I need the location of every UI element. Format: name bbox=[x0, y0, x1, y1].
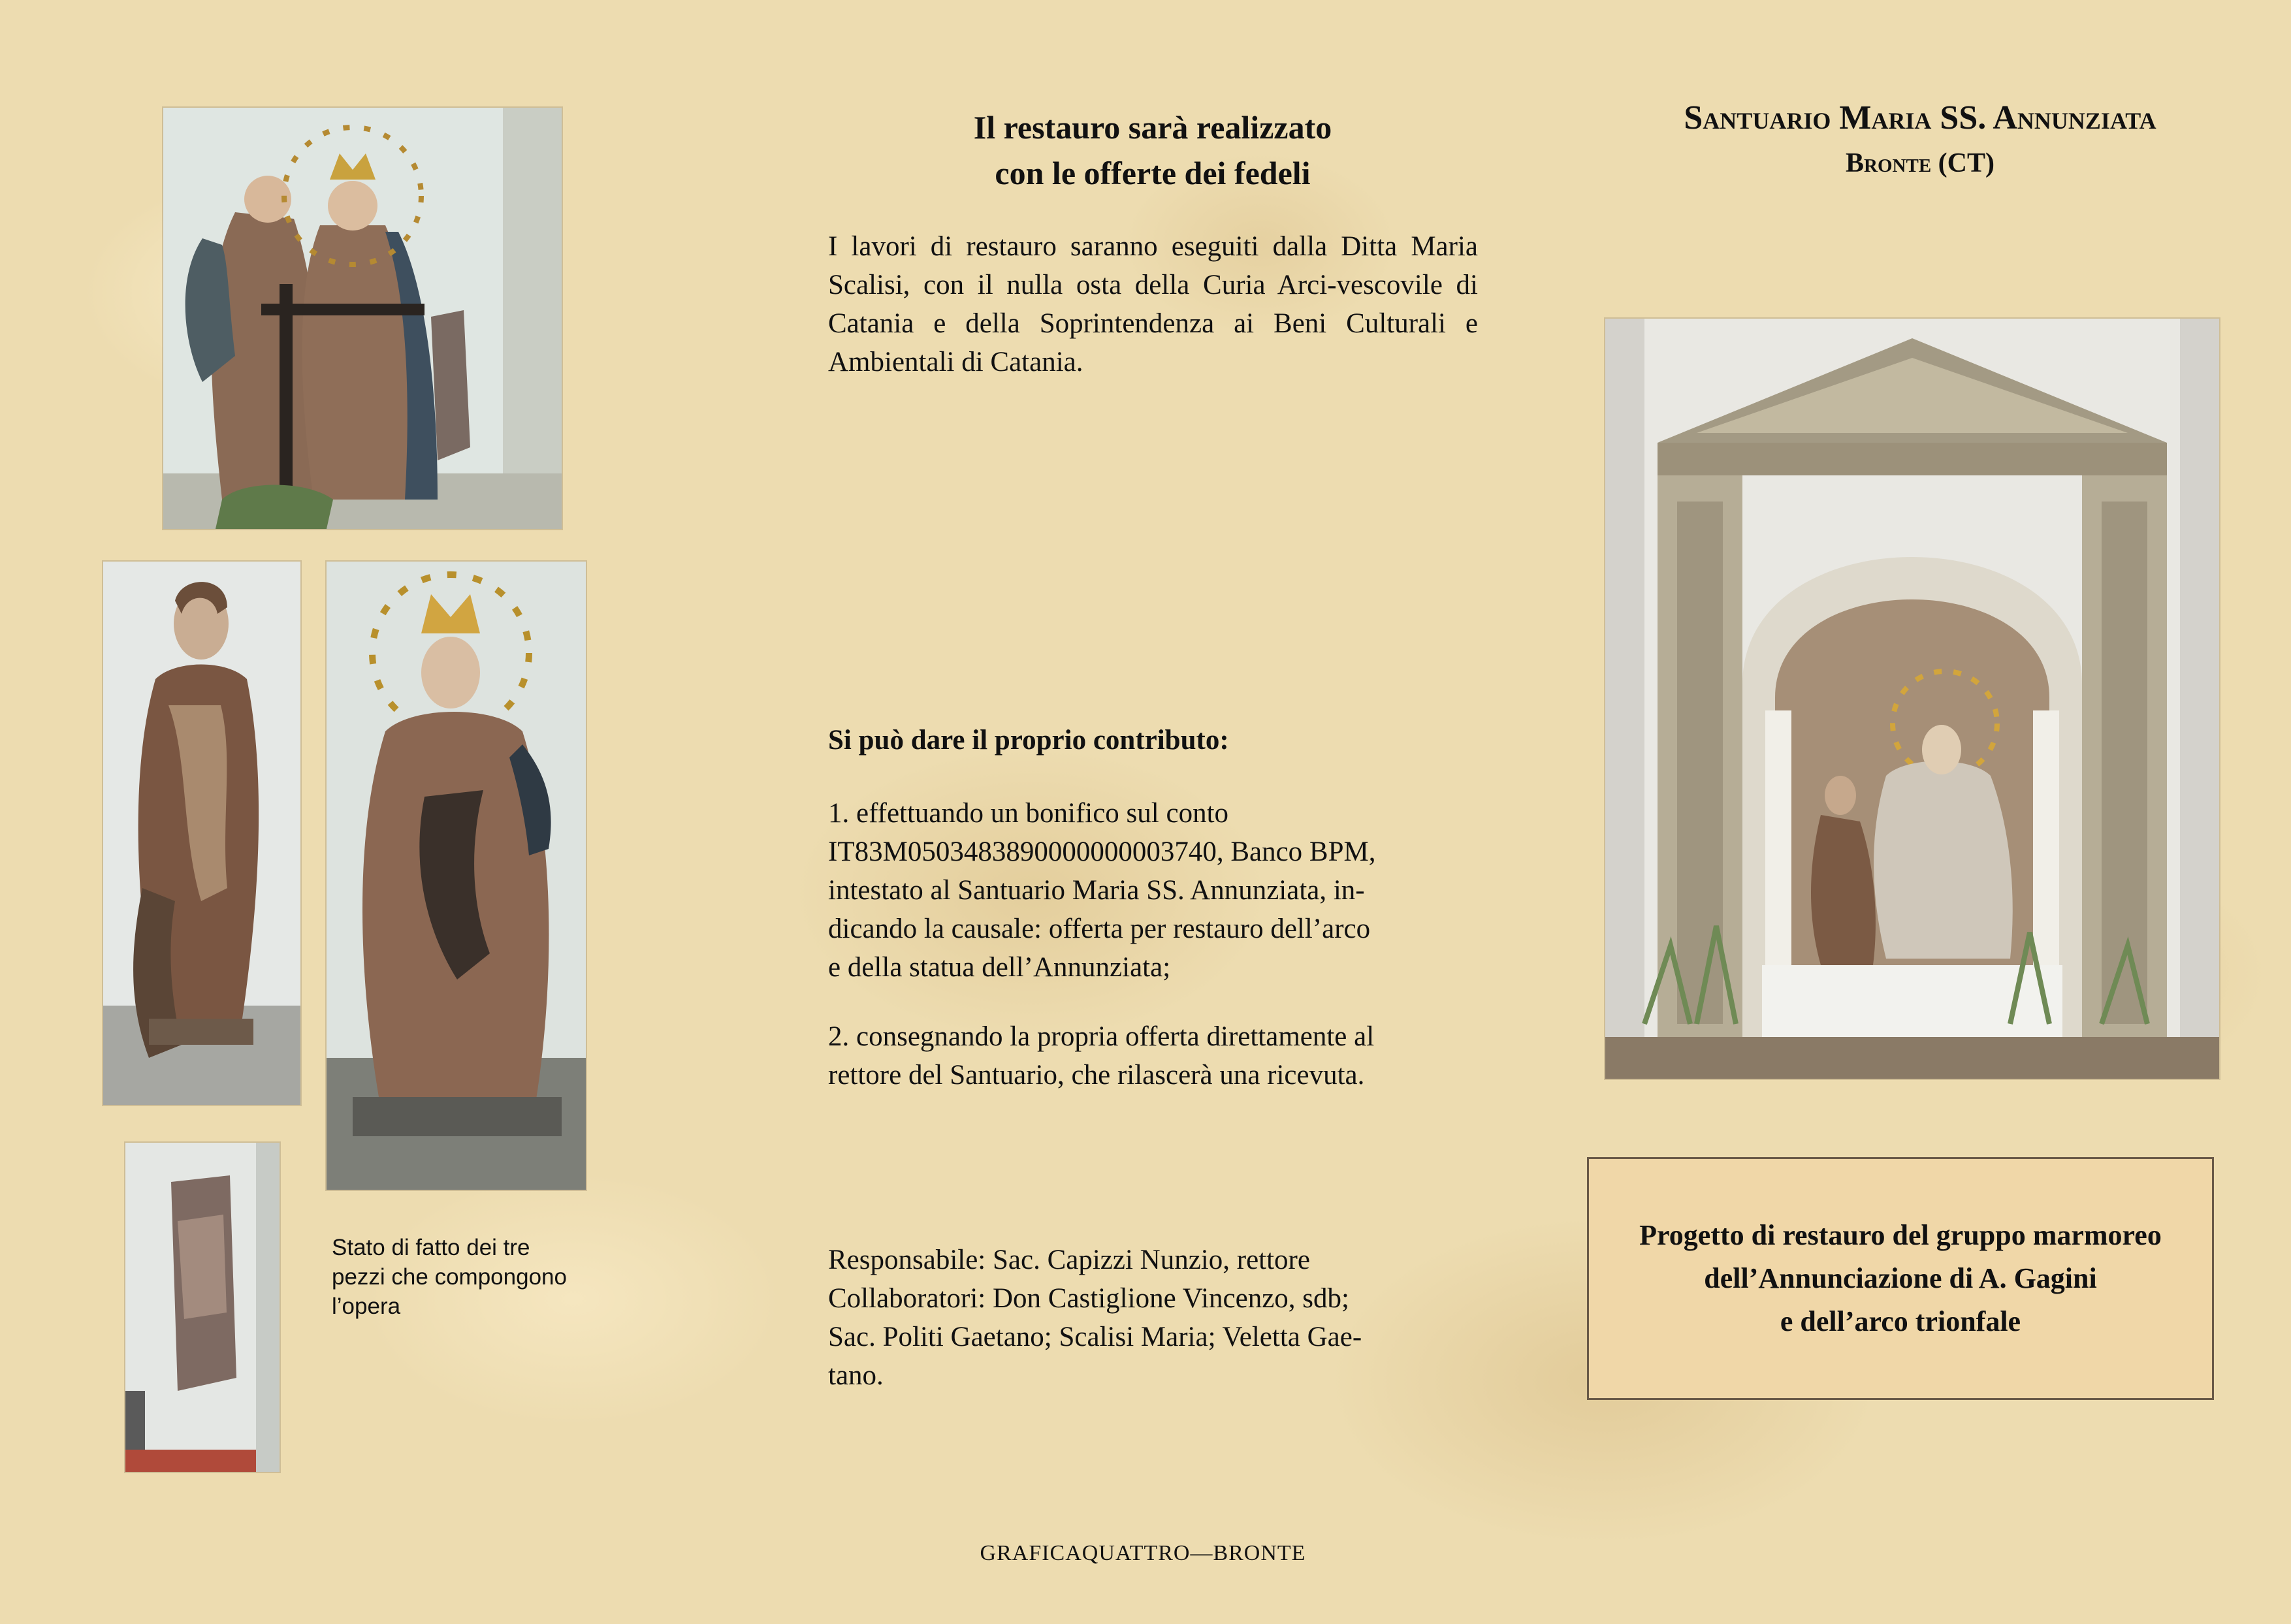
printer-credit: GRAFICAQUATTRO—BRONTE bbox=[980, 1541, 1306, 1565]
heading-line-1: Il restauro sarà realizzato bbox=[973, 109, 1332, 146]
photo-angel-statue bbox=[103, 562, 300, 1105]
photo-fragment-piece bbox=[125, 1143, 280, 1472]
caption-line-3: l’opera bbox=[332, 1294, 401, 1319]
option-2-line-1: 2. consegnando la propria offerta direttamente al bbox=[828, 1021, 1375, 1052]
option-1-line-4: dicando la causale: offerta per restauro dell’arco bbox=[828, 914, 1371, 944]
caption-line-1: Stato di fatto dei tre bbox=[332, 1235, 530, 1260]
sanctuary-location: Bronte (CT) bbox=[1846, 148, 1995, 178]
photo-caption bbox=[332, 1233, 606, 1321]
project-line-1: Progetto di restauro del gruppo marmoreo bbox=[1639, 1219, 2162, 1251]
sanctuary-title: Santuario Maria SS. Annunziata bbox=[1684, 99, 2156, 136]
credits-line-4: tano. bbox=[828, 1360, 884, 1391]
photo-altar-arch bbox=[1605, 319, 2219, 1079]
option-1-line-3: intestato al Santuario Maria SS. Annunziata, in- bbox=[828, 875, 1365, 906]
iban-line: IT83M0503483890000000003740, Banco BPM, bbox=[828, 836, 1376, 867]
project-line-3: e dell’arco trionfale bbox=[1780, 1305, 2021, 1337]
credits-line-2: Collaboratori: Don Castiglione Vincenzo, sdb; bbox=[828, 1283, 1349, 1314]
option-2-line-2: rettore del Santuario, che rilascerà una ricevuta. bbox=[828, 1060, 1365, 1091]
credits bbox=[828, 1241, 1481, 1395]
photo-madonna-statue bbox=[327, 562, 586, 1190]
credits-line-3: Sac. Politi Gaetano; Scalisi Maria; Veletta Gae- bbox=[828, 1322, 1362, 1352]
credits-line-1: Responsabile: Sac. Capizzi Nunzio, rettore bbox=[828, 1245, 1310, 1275]
photo-statue-group bbox=[163, 108, 562, 529]
restoration-heading bbox=[823, 104, 1482, 196]
heading-line-2: con le offerte dei fedeli bbox=[995, 155, 1311, 191]
caption-line-2: pezzi che compongono bbox=[332, 1264, 567, 1290]
project-title-box bbox=[1587, 1157, 2214, 1400]
option-2 bbox=[828, 1017, 1481, 1094]
project-line-2: dell’Annunciazione di A. Gagini bbox=[1704, 1262, 2097, 1294]
option-1-line-5: e della statua dell’Annunziata; bbox=[828, 952, 1171, 983]
intro-paragraph: I lavori di restauro saranno eseguiti dalla Ditta Maria Scalisi, con il nulla osta della Curia Arci-vescovile di Catania e della Soprintendenza ai Beni Culturali e Ambientali di Catania. bbox=[828, 231, 1478, 377]
option-1 bbox=[828, 794, 1481, 987]
contribute-heading: Si può dare il proprio contributo: bbox=[828, 725, 1229, 756]
option-1-line-1: 1. effettuando un bonifico sul conto bbox=[828, 798, 1229, 829]
